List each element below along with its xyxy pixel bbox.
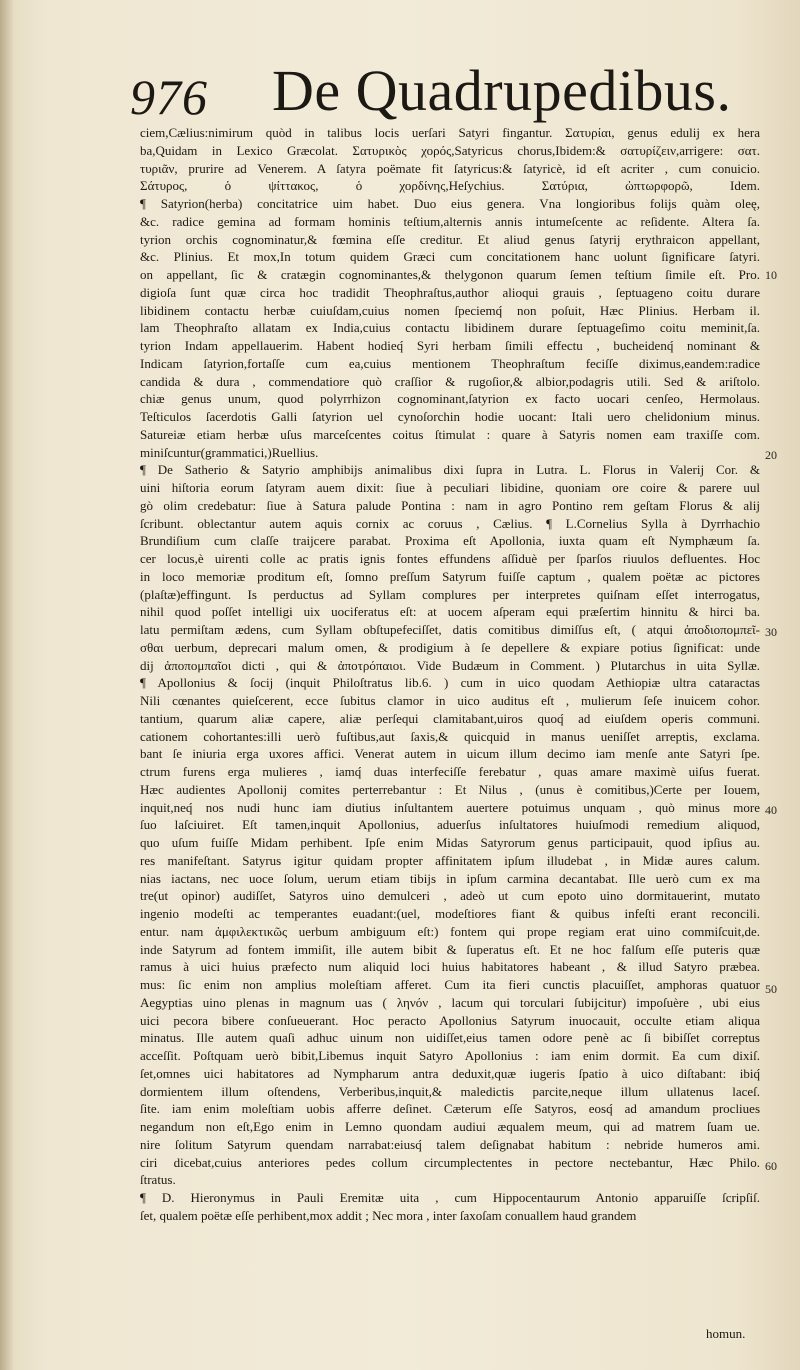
text-line: σθαι uerbum, deprecari malum omen, & prodigium à ſe depellere & expiare potius ſignificat: unde <box>140 639 760 655</box>
text-line: ſcribunt. oblectantur autem aquis cornix ac coruus , Cælius. ¶ L.Cornelius Sylla à Dyrrhachio <box>140 515 760 531</box>
margin-number: 20 <box>765 448 777 462</box>
body-text <box>140 124 760 1225</box>
text-line: entur. nam ἀμφιλεκτικῶς uerbum ambiguum eſt:) fontem qui prope regiam erat uino commiſcuit,de. <box>140 923 760 939</box>
text-line: acceſſit. Poſtquam uerò bibit,Libemus inquit Satyro Apollonius : iam enim dormit. Ea cum dixiſ. <box>140 1048 760 1063</box>
text-line: Brundiſium cum claſſe traijcere parabat. Proxima eſt Apollonia, iuxta quam eſt Nymphæum ſa. <box>140 533 760 549</box>
text-line: miniſcuntur(grammatici,)Ruellius. <box>140 444 319 460</box>
text-line: tyrion Indam appellauerim. Habent hodieq́ Syri herbam ſimili effectu , bucheidenq́ nominant & <box>140 338 760 353</box>
text-line: quo uſum fuiſſe Midam perhibent. Ipſe enim Midas Satyrorum genus participauit, quod ipſius au. <box>140 835 760 850</box>
text-line: ſet,omnes uici habitatores ad Nympharum antra deduxit,quæ iugeris ſpatio à uico diſtabant: ibiq́ <box>140 1065 760 1081</box>
text-line: minatus. Ille autem quaſi adhuc uinum non uidiſſet,eius tamen odore penè ac ſi bibiſſet correptus <box>140 1030 760 1046</box>
text-line: ¶ Satyrion(herba) concitatrice uim habet. Duo eius genera. Vna longioribus folijs quàm oleę, <box>140 196 760 211</box>
margin-number: 10 <box>765 268 777 282</box>
page-number: 976 <box>130 69 208 125</box>
margin-number: 60 <box>765 1159 777 1173</box>
text-line: cationem cohortantes:illi uerò fuſtibus,aut ſaxis,& quicquid in manus ueniſſet arreptis, exclama. <box>140 728 760 744</box>
text-line: bant ſe iniuria erga uxores affici. Venerat autem in uicum illum decimo iam menſe ante Satyri ſpe. <box>140 746 760 762</box>
text-line: nire ſolitum Satyrum quendam narrabat:eiusq́ talem deſignabat habitum : nebride humeros ami. <box>140 1136 760 1152</box>
text-line: &c. radice gemina ad formam hominis teſtium,alternis annis intumeſcente ac reſidente. Altera ſa. <box>140 213 760 229</box>
text-line: dij ἀποπομπαῖοι dicti , qui & ἀποτρόπαιοι. Vide Budæum in Comment. ) Plutarchus in uita Syllæ. <box>140 657 760 673</box>
text-line: ciri dicebat,cuius anteriores pedes collum circumplectentes in pectore nectebantur, Hæc Philo. <box>140 1154 760 1170</box>
text-line: ſtratus. <box>140 1172 176 1188</box>
text-line: tyrion orchis cognominatur,& fœmina eſſe creditur. Et aliud genus ſatyrij erythraicon appellant, <box>140 231 760 247</box>
text-line: lam Theophraſto allatam ex India,cuius contactu libidinem durare ſeptuageſimo coitu meminit,ſa. <box>140 320 760 336</box>
text-line: mus: ſic enim non amplius moleſtiam afferet. Cum ita fieri cunctis placuiſſet, amphoras quatuor <box>140 977 760 992</box>
text-line: Σάτυρος, ὁ ψίττακος, ὁ χορδίνης,Heſychius. Σατύρια, ὠπτωρφορῶ, Idem. <box>140 178 760 194</box>
text-line: res manifeſtant. Satyrus igitur quidam propter affinitatem ipſum illudebat , in Midæ aures calum. <box>140 852 760 868</box>
text-line: cer locus,è uirenti colle ac pratis ignis fontes effundens aſſiduè per ſparſos riuulos defluentes. Hoc <box>140 551 760 566</box>
text-line: inquit,neq́ nos nudi hunc iam diutius inſultantem auertere potuimus unquam , quò minus more <box>140 799 760 815</box>
running-head: De Quadrupedibus. <box>272 58 732 123</box>
text-line: Teſticulos ſacerdotis Galli ſatyrion uel cynoſorchin hodie uocant: Itali uero chelidonium minus. <box>140 409 760 424</box>
text-line: uini hiſtoria eorum ſatyram auem dixit: ſiue à peculiari libidine, quoniam ore coire & parere uul <box>140 480 760 495</box>
catchword: homun. <box>706 1326 746 1341</box>
text-line: tantium, quarum aliæ capere, aliæ perſequi clamitabant,uiros quoq́ ad eiuſdem operis communi. <box>140 710 760 726</box>
text-line: Indicam ſatyrion,fortaſſe cum ea,cuius mentionem Theophraſtum feciſſe diximus,eandem:radice <box>140 355 760 371</box>
text-line: negandum non eſt,Ego enim in Lemno quondam audiui æqualem meum, qui ad matrem ſuam ue. <box>140 1119 760 1134</box>
margin-number: 50 <box>765 982 777 996</box>
text-line: ciem,Cælius:nimirum quòd in talibus locis uerſari Satyri fingantur. Σατυρίαι, genus edulij ex hera <box>140 125 760 140</box>
text-line: tre(ut opinor) audiſſet, Satyros uino demulceri , adeò ut cum epoto uino dormitauerint, mutato <box>140 888 760 904</box>
margin-number: 30 <box>765 625 777 639</box>
text-line: nihil quod poſſet intelligi uix uociferatus eſt: at uocem aſperam equi præſertim hinnitu & hirci ba. <box>140 604 760 620</box>
binding-shadow <box>0 0 14 1370</box>
text-line: ſite. iam enim moleſtiam uobis afferre deſinet. Cæterum eſſe Satyros, eosq́ ad amandum procliues <box>140 1101 760 1117</box>
text-line: (plaſtæ)effingunt. Is perductus ad Syllam complures per interpretes quiſnam eſſet interrogatus, <box>140 586 760 602</box>
text-line: candida & dura , commendatiore quò craſſior & rugoſior,& albior,podagris utili. Sed & ariſtolo. <box>140 373 760 389</box>
margin-number: 40 <box>765 803 777 817</box>
text-line: Nili cœnantes quieſcerent, ecce ſubitus clamor in uico auditus eſt , mulierum ſeſe inuicem cohor. <box>140 693 760 708</box>
text-line: ba,Quidam in Lexico Græcolat. Σατυρικὸς χορός,Satyricus chorus,Ibidem:& σατυρίζειν,arrigere: σατ. <box>140 142 760 158</box>
text-line: ingenio modeſti ac temperantes euadant:(uel, modeſtiores fiant & quibus infeſti erant reconcili. <box>140 906 760 921</box>
text-line: ¶ De Satherio & Satyrio amphibijs animalibus dixi ſupra in Lutra. L. Florus in Valerij Cor. & <box>140 462 760 478</box>
text-line: &c. Plinius. Et mox,In totum quidem Græci cum concitationem hanc uolunt ſignificare ſatyri. <box>140 249 760 265</box>
text-line: nias iactans, nec uoce ſolum, uerum etiam tibijs in ipſum carmina decantabat. Ille uerò cum ex ma <box>140 870 760 886</box>
text-line: ctrum furens erga mulieres , iamq́ duas interfeciſſe ferebatur , quas amare maximè uiſus fuerat. <box>140 764 760 779</box>
text-line: dormientem illum oſtendens, Verberibus,inquit,& maledictis parcite,neque illum ullatenus laceſ. <box>140 1083 760 1099</box>
text-line: chiæ genus unum, quod polyrrhizon cognominant,ſatyrion ex facto uocari cenſeo, Hermolaus. <box>140 391 760 407</box>
text-line: Satureiæ etiam herbæ uſus marceſcentes coitus ſtimulat : quare à Satyris nomen eam traxiſſe com. <box>140 426 760 442</box>
text-line: τυριᾶν, prurire ad Venerem. A ſatyra poëmate fit ſatyricus:& ſatyricè, id eſt acriter , cum conuicio. <box>140 160 760 176</box>
text-line: ſuo laſciuiret. Eſt tamen,inquit Apollonius, aduerſus inſultatores huiuſmodi remedium aliquod, <box>140 817 760 833</box>
text-line: digioſa ſunt quæ circa hoc tradidit Theophraſtus,author alioqui grauis , ſeptuageno coitu durare <box>140 284 760 300</box>
text-line: libidinem contactu herbæ cuiuſdam,cuius nomen ſpeciemq́ non poſuit, Hæc Plinius. Herbam il. <box>140 302 760 318</box>
text-line: in loco memoriæ proditum eſt, ſomno preſſum Satyrum fuiſſe captum , qualem poëtæ ac pictores <box>140 568 760 584</box>
text-line: ¶ Apollonius & ſocij (inquit Philoſtratus lib.6. ) cum in uico quodam Aethiopiæ ultra cataractas <box>140 675 760 691</box>
text-line: gò olim credebatur: ſiue à Satura palude Pontina : nam in agro Pontino rem geſtam Florus & alij <box>140 497 760 513</box>
text-line: on appellant, ſic & cratægin cognominantes,& thelygonon quarum ſemen teſtium ſimile eſt. Pro. <box>140 267 760 282</box>
text-line: ramus à uici huius præfecto num aliquid loci huius habitatores habeant , & illud Satyro præbea. <box>140 959 760 975</box>
text-line: uici pecora bibere conſueuerant. Hoc peracto Apollonius Satyrum inuocauit, occulte etiam aliqua <box>140 1012 760 1028</box>
text-line: ¶ D. Hieronymus in Pauli Eremitæ uita , cum Hippocentaurum Antonio apparuiſſe ſcripſiſ. <box>140 1190 760 1205</box>
text-line: Hæc audientes Apollonij comites perterrebantur : Et Nilus , (unus è comitibus,)Certe per Iouem, <box>140 781 760 797</box>
text-line: latu permiſtam ædens, cum Syllam obſtupefeciſſet, datis comitibus dimiſſus eſt, ( atqui ἀποδιοπομπεῖ- <box>140 622 760 637</box>
text-line: ſet, qualem poëtæ eſſe perhibent,mox addit ; Nec mora , inter ſaxoſam conuallem haud grandem <box>140 1207 637 1223</box>
text-line: inde Satyrum ad fontem immiſit, ille autem bibit & ſuperatus eſt. Et ne hoc falſum eſſe puteris quæ <box>140 941 760 957</box>
text-line: Aegyptias uino plenas in magnum uas ( ληνόν , lacum qui torculari ſubijcitur) impoſuère , ubi eius <box>140 994 760 1010</box>
